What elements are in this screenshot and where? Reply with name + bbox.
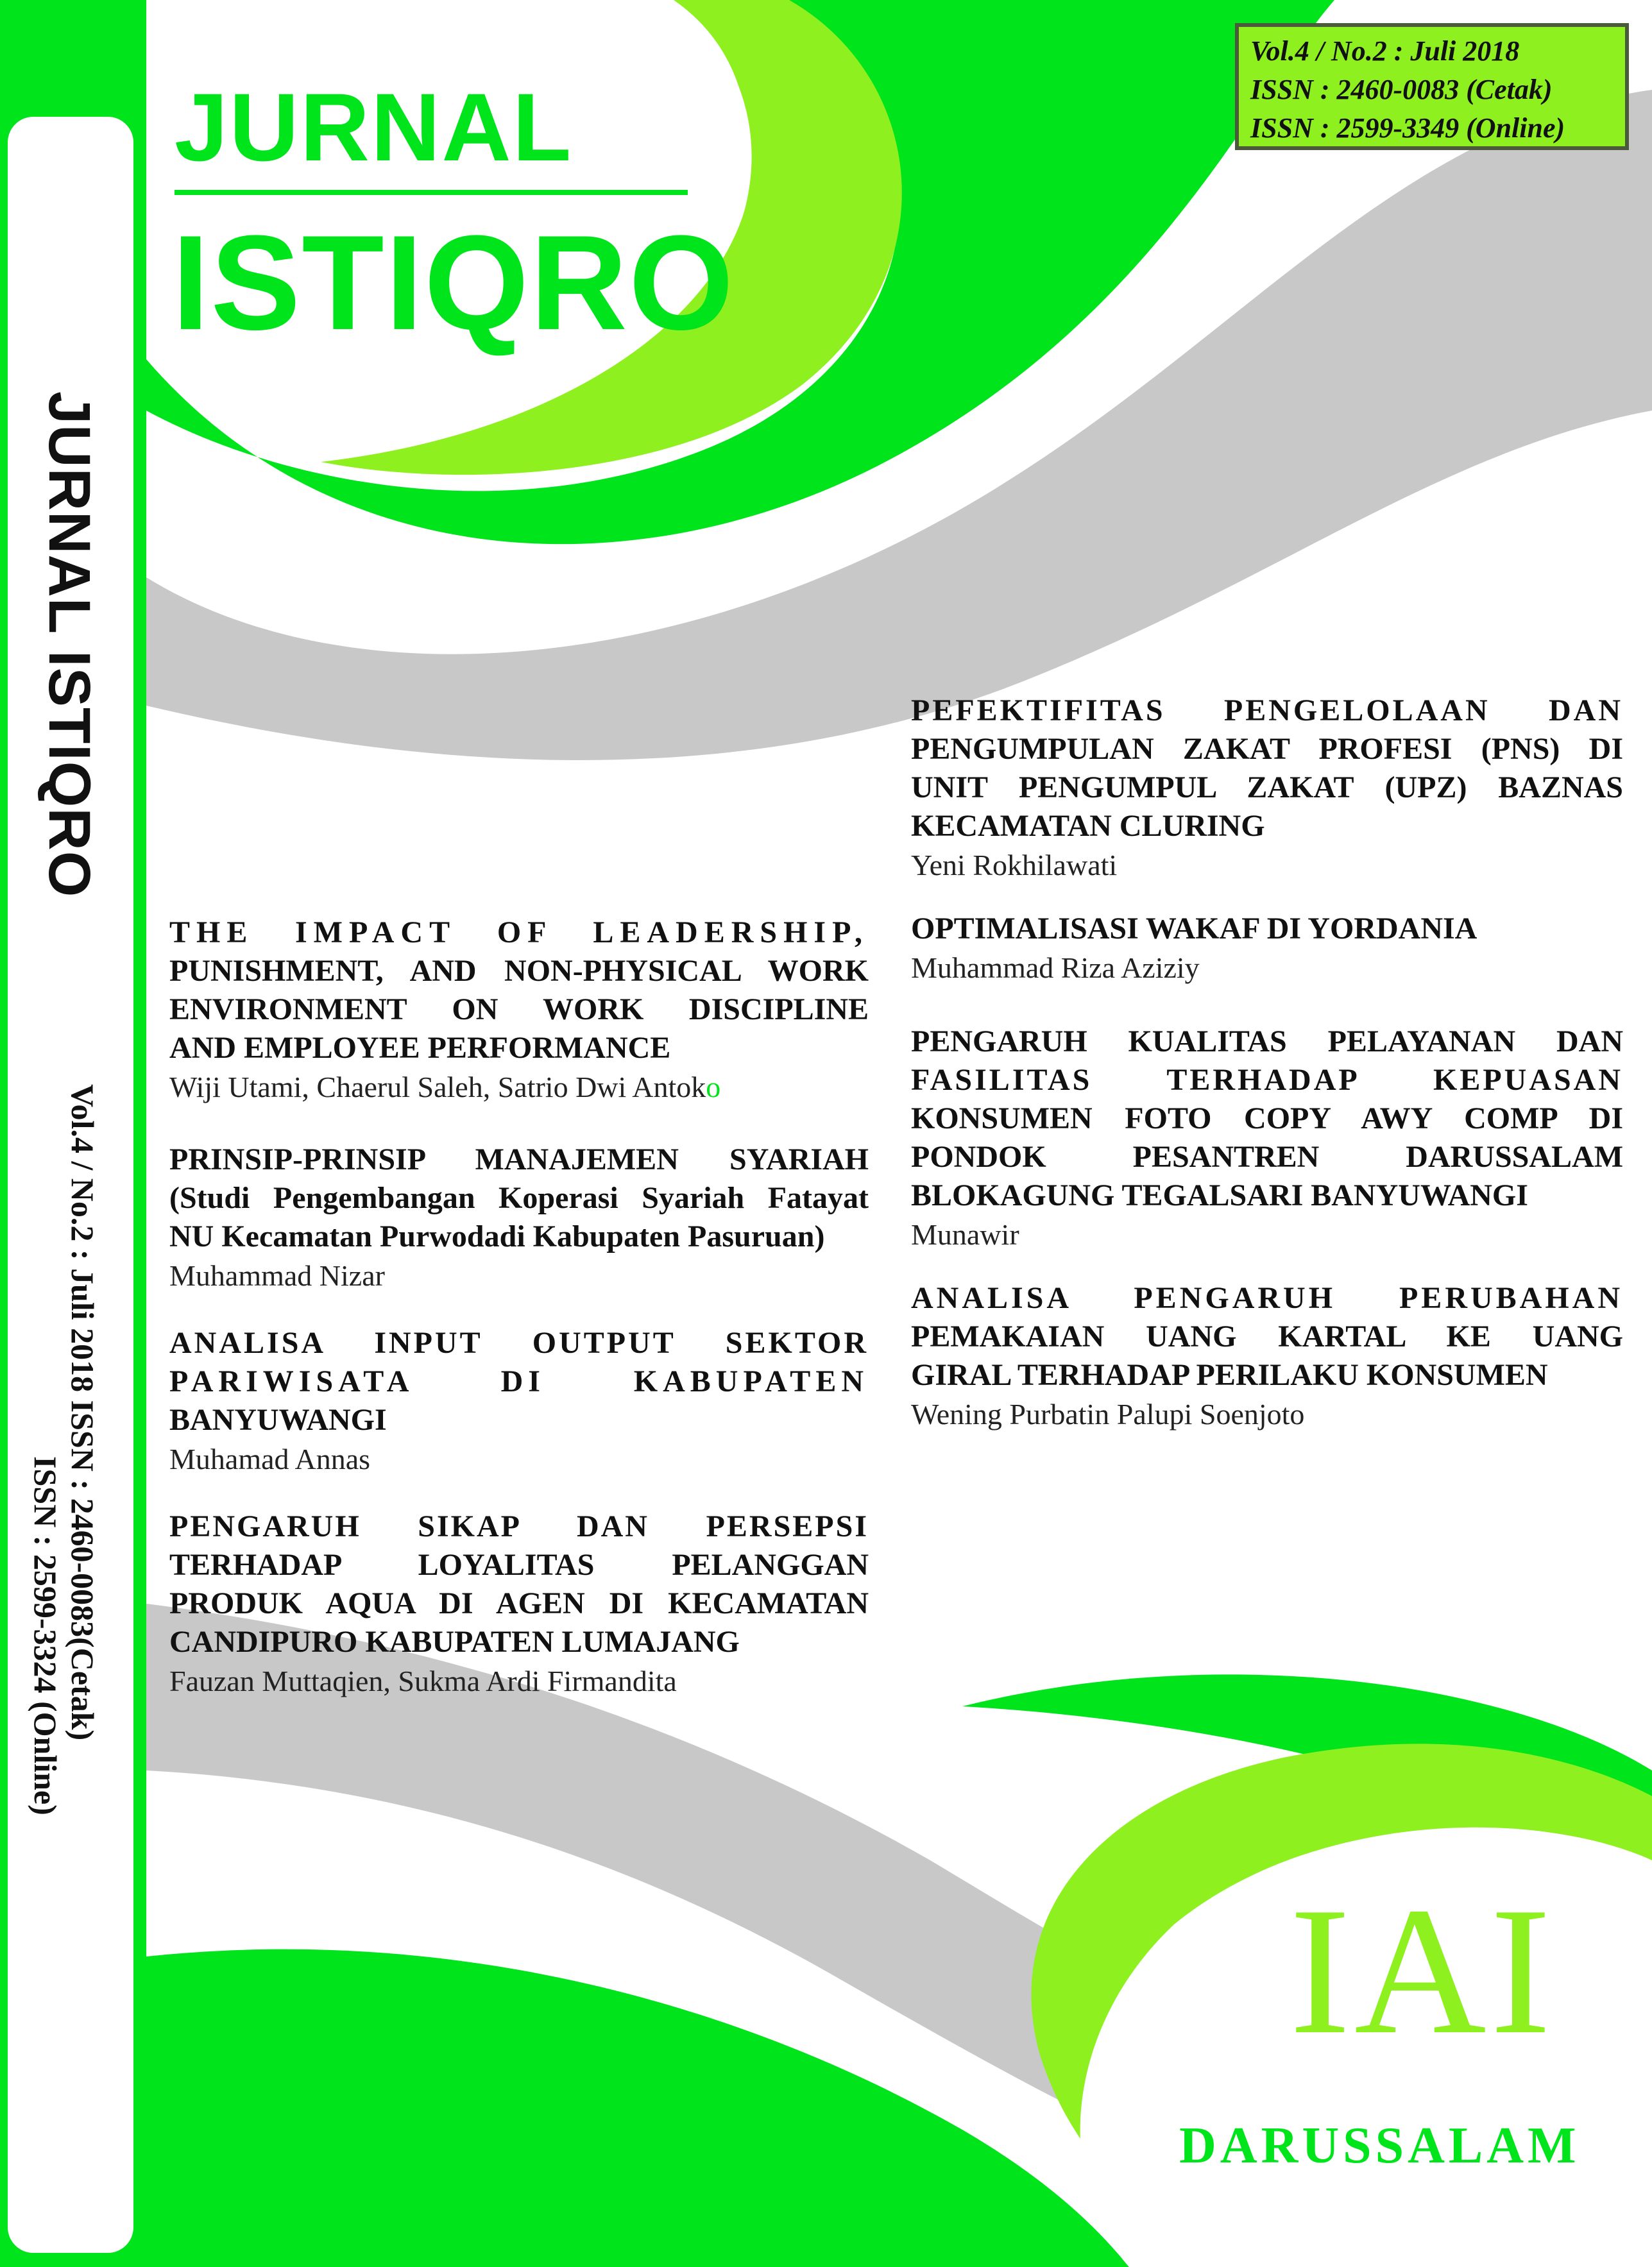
article-title-line: OPTIMALISASI WAKAF DI YORDANIA — [911, 912, 1477, 946]
article-analisa-input — [169, 1324, 869, 1479]
article-title-line: TERHADAP LOYALITAS PELANGGAN — [169, 1548, 869, 1582]
article-author: Munawir — [911, 1218, 1019, 1251]
article-optimalisasi — [911, 910, 1623, 988]
article-pefektifitas — [911, 692, 1623, 885]
article-title-line: PEFEKTIFITAS PENGELOLAAN DAN — [911, 693, 1623, 727]
issue-info-box — [1235, 23, 1629, 150]
article-author: Muhamad Annas — [169, 1443, 371, 1475]
article-leadership — [169, 913, 869, 1107]
article-pengaruh-kualitas — [911, 1023, 1623, 1255]
article-title-line: PUNISHMENT, AND NON-PHYSICAL WORK — [169, 954, 869, 988]
spine-title: JURNAL ISTIQRO — [37, 391, 102, 898]
masthead-istiqro: ISTIQRO — [172, 207, 735, 358]
article-author: Muhammad Nizar — [169, 1259, 385, 1292]
article-title-line: PENGUMPULAN ZAKAT PROFESI (PNS) DI — [911, 732, 1623, 766]
article-title-line: FASILITAS TERHADAP KEPUASAN — [911, 1063, 1623, 1097]
author-text: Wiji Utami, Chaerul Saleh, Satrio Dwi Antok — [169, 1071, 706, 1103]
article-title-line: UNIT PENGUMPUL ZAKAT (UPZ) BAZNAS — [911, 770, 1623, 804]
article-title-line: PENGARUH KUALITAS PELAYANAN DAN — [911, 1024, 1623, 1058]
article-title-line: BLOKAGUNG TEGALSARI BANYUWANGI — [911, 1178, 1528, 1212]
institution-initials: IAI — [1290, 1869, 1555, 2072]
article-author: Yeni Rokhilawati — [911, 849, 1118, 881]
article-title-line: ANALISA INPUT OUTPUT SEKTOR — [169, 1326, 869, 1360]
article-author — [169, 1067, 869, 1107]
article-title-line: PEMAKAIAN UANG KARTAL KE UANG — [911, 1320, 1623, 1354]
article-analisa-pengaruh — [911, 1279, 1623, 1434]
institution-name: DARUSSALAM — [1179, 2118, 1580, 2174]
issue-volume: Vol.4 / No.2 : Juli 2018 — [1250, 35, 1520, 67]
article-title-line: CANDIPURO KABUPATEN LUMAJANG — [169, 1625, 740, 1659]
masthead-rule — [175, 190, 688, 195]
article-title-line: PONDOK PESANTREN DARUSSALAM — [911, 1140, 1623, 1174]
article-pengaruh-sikap — [169, 1507, 869, 1701]
article-author: Fauzan Muttaqien, Sukma Ardi Firmandita — [169, 1665, 677, 1697]
spine-volume-issn: Vol.4 / No.2 : Juli 2018 ISSN : 2460-0083(Cetak) — [65, 1084, 101, 1741]
article-title-line: AND EMPLOYEE PERFORMANCE — [169, 1031, 671, 1065]
article-title-line: (Studi Pengembangan Koperasi Syariah Fatayat — [169, 1181, 869, 1215]
article-title-line: PENGARUH SIKAP DAN PERSEPSI — [169, 1509, 869, 1543]
article-title-line: KECAMATAN CLURING — [911, 809, 1265, 843]
issn-print: ISSN : 2460-0083 (Cetak) — [1250, 74, 1553, 105]
article-author: Wening Purbatin Palupi Soenjoto — [911, 1398, 1305, 1431]
author-tail: o — [706, 1071, 721, 1103]
article-title-line: PRINSIP-PRINSIP MANAJEMEN SYARIAH — [169, 1142, 869, 1176]
article-title-line: BANYUWANGI — [169, 1403, 387, 1437]
article-prinsip — [169, 1141, 869, 1296]
article-title-line: ENVIRONMENT ON WORK DISCIPLINE — [169, 992, 869, 1026]
article-title-line: KONSUMEN FOTO COPY AWY COMP DI — [911, 1101, 1623, 1135]
article-title-line: ANALISA PENGARUH PERUBAHAN — [911, 1281, 1623, 1315]
issn-online: ISSN : 2599-3349 (Online) — [1250, 112, 1565, 144]
article-title-line: PARIWISATA DI KABUPATEN — [169, 1364, 869, 1398]
article-title-line: THE IMPACT OF LEADERSHIP, — [169, 915, 869, 949]
article-title-line: GIRAL TERHADAP PERILAKU KONSUMEN — [911, 1358, 1548, 1392]
article-title-line: NU Kecamatan Purwodadi Kabupaten Pasuruan) — [169, 1219, 825, 1253]
article-title-line: PRODUK AQUA DI AGEN DI KECAMATAN — [169, 1586, 869, 1620]
spine-issn-online: ISSN : 2599-3324 (Online) — [28, 1456, 64, 1815]
masthead-jurnal: JURNAL — [175, 73, 573, 181]
article-author: Muhammad Riza Aziziy — [911, 951, 1200, 984]
